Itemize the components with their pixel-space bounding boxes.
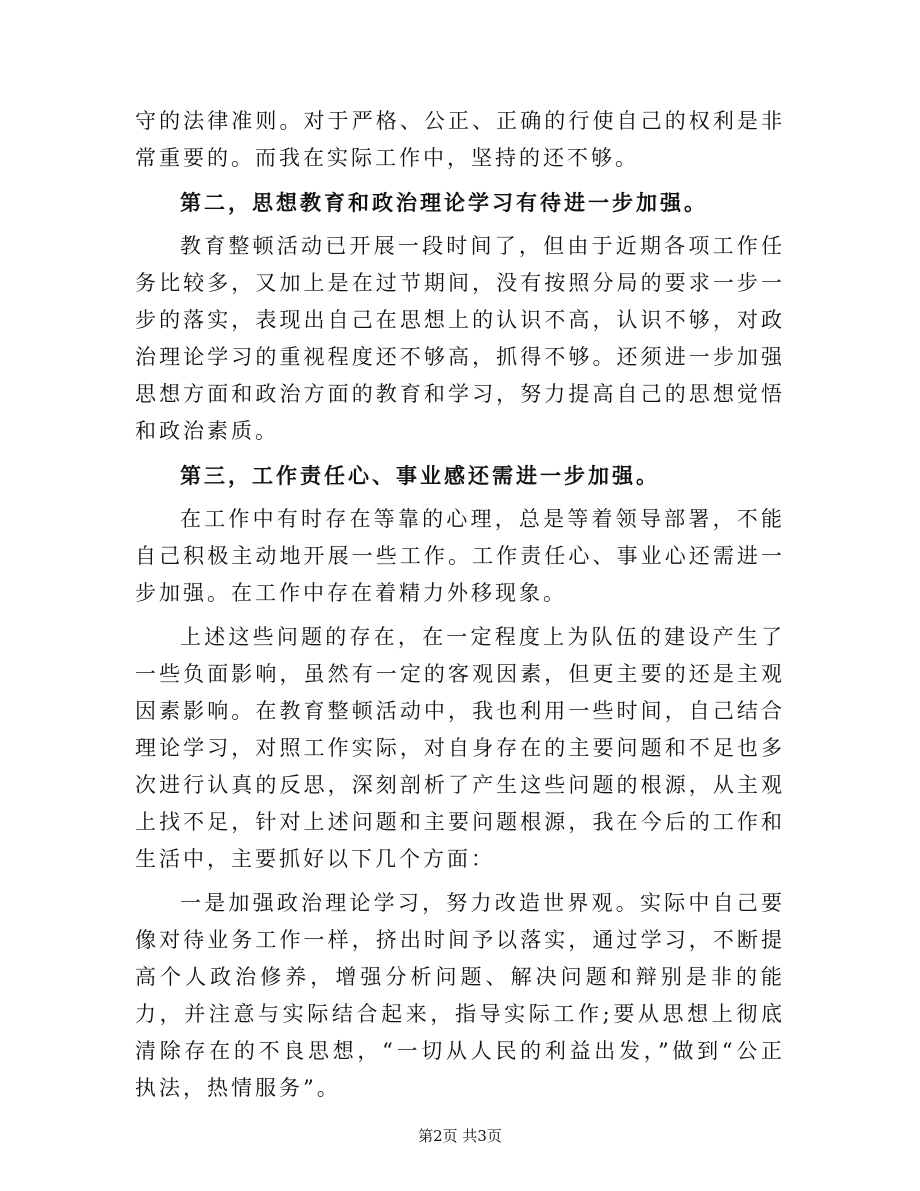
- section-heading-2: 第二，思想教育和政治理论学习有待进一步加强。: [180, 190, 708, 215]
- document-body: [135, 103, 785, 1114]
- section-heading-3: 第三，工作责任心、事业感还需进一步加强。: [180, 463, 660, 488]
- paragraph-continuation: 守的法律准则。对于严格、公正、正确的行使自己的权利是非常重要的。而我在实际工作中，坚持的还不够。: [135, 109, 785, 170]
- paragraph-body: 上述这些问题的存在，在一定程度上为队伍的建设产生了一些负面影响，虽然有一定的客观因素，但更主要的还是主观因素影响。在教育整顿活动中，我也利用一些时间，自己结合理论学习，对照工作实际，对自身存在的主要问题和不足也多次进行认真的反思，深刻剖析了产生这些问题的根源，从主观上找不足，针对上述问题和主要问题根源，我在今后的工作和生活中，主要抓好以下几个方面：: [135, 625, 785, 871]
- paragraph-body: 一是加强政治理论学习，努力改造世界观。实际中自己要像对待业务工作一样，挤出时间予以落实，通过学习，不断提高个人政治修养，增强分析问题、解决问题和辩别是非的能力，并注意与实际结合起来，指导实际工作;要从思想上彻底清除存在的不良思想，“一切从人民的利益出发，”做到“公正执法，热情服务”。: [135, 891, 785, 1100]
- page-number-footer: 第2页 共3页: [418, 1127, 502, 1145]
- paragraph-body: 教育整顿活动已开展一段时间了，但由于近期各项工作任务比较多，又加上是在过节期间，没有按照分局的要求一步一步的落实，表现出自己在思想上的认识不高，认识不够，对政治理论学习的重视程度还不够高，抓得不够。还须进一步加强思想方面和政治方面的教育和学习，努力提高自己的思想觉悟和政治素质。: [135, 234, 785, 443]
- paragraph-body: 在工作中有时存在等靠的心理，总是等着领导部署，不能自己积极主动地开展一些工作。工作责任心、事业心还需进一步加强。在工作中存在着精力外移现象。: [135, 507, 785, 605]
